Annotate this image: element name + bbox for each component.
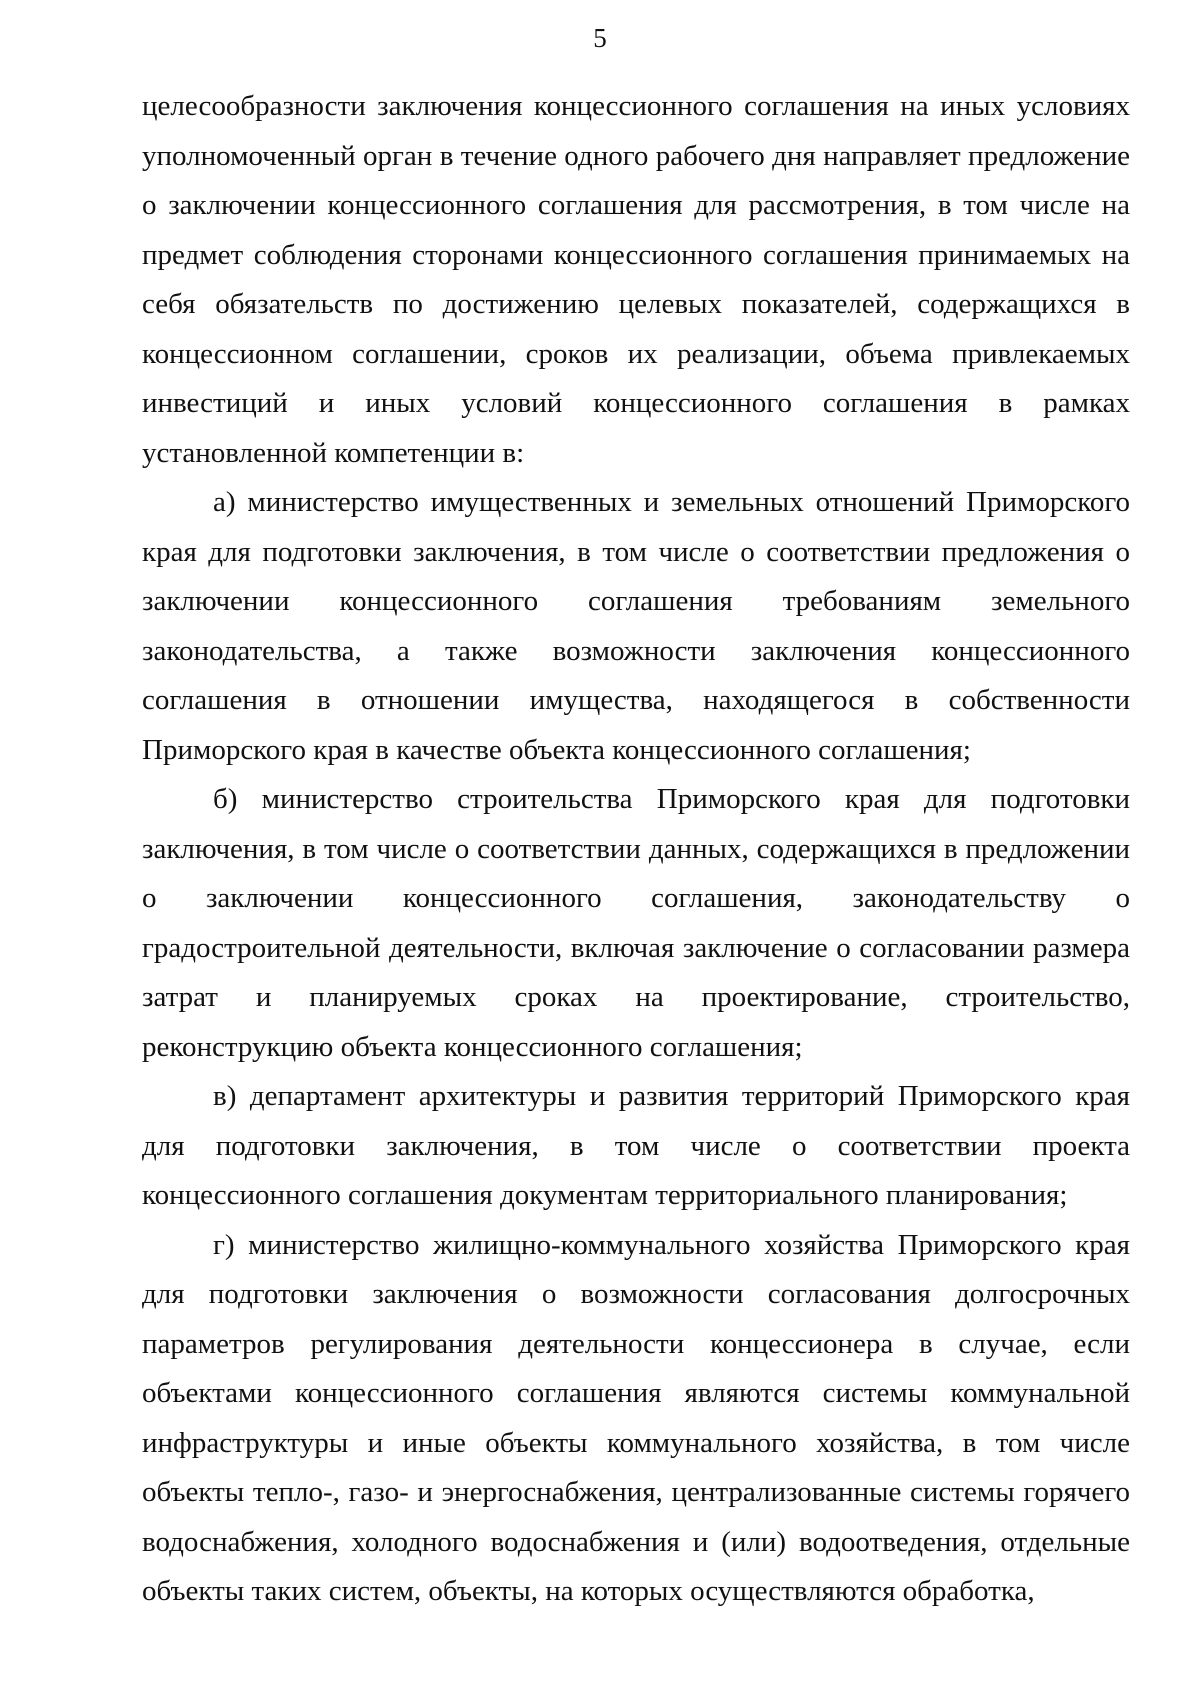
page-number: 5 [593, 23, 607, 53]
paragraph-item-a: а) министерство имущественных и земельных отношений Приморского края для подготовки заключения, в том числе о соответствии предложения о заключении концессионного соглашения требованиям земельного законодательства, а также возможности заключения концессионного соглашения в отношении имущества, находящегося в собственности Приморского края в качестве объекта концессионного соглашения; [142, 486, 1130, 766]
paragraph-item-b: б) министерство строительства Приморского края для подготовки заключения, в том числе о соответствии данных, содержащихся в предложении о заключении концессионного соглашения, законодательству о градостроительной деятельности, включая заключение о согласовании размера затрат и планируемых сроках на проектирование, строительство, реконструкцию объекта концессионного соглашения; [142, 783, 1130, 1063]
paragraph-item-v: в) департамент архитектуры и развития территорий Приморского края для подготовки заключения, в том числе о соответствии проекта концессионного соглашения документам территориального планирования; [142, 1080, 1130, 1211]
document-body [142, 82, 1130, 1617]
paragraph-item-g: г) министерство жилищно-коммунального хозяйства Приморского края для подготовки заключения о возможности согласования долгосрочных параметров регулирования деятельности концессионера в случае, если объектами концессионного соглашения являются системы коммунальной инфраструктуры и иные объекты коммунального хозяйства, в том числе объекты тепло-, газо- и энергоснабжения, централизованные системы горячего водоснабжения, холодного водоснабжения и (или) водоотведения, отдельные объекты таких систем, объекты, на которых осуществляются обработка, [142, 1228, 1130, 1607]
paragraph-intro: целесообразности заключения концессионного соглашения на иных условиях уполномоченный орган в течение одного рабочего дня направляет предложение о заключении концессионного соглашения для рассмотрения, в том числе на предмет соблюдения сторонами концессионного соглашения принимаемых на себя обязательств по достижению целевых показателей, содержащихся в концессионном соглашении, сроков их реализации, объема привлекаемых инвестиций и иных условий концессионного соглашения в рамках установленной компетенции в: [142, 90, 1130, 469]
